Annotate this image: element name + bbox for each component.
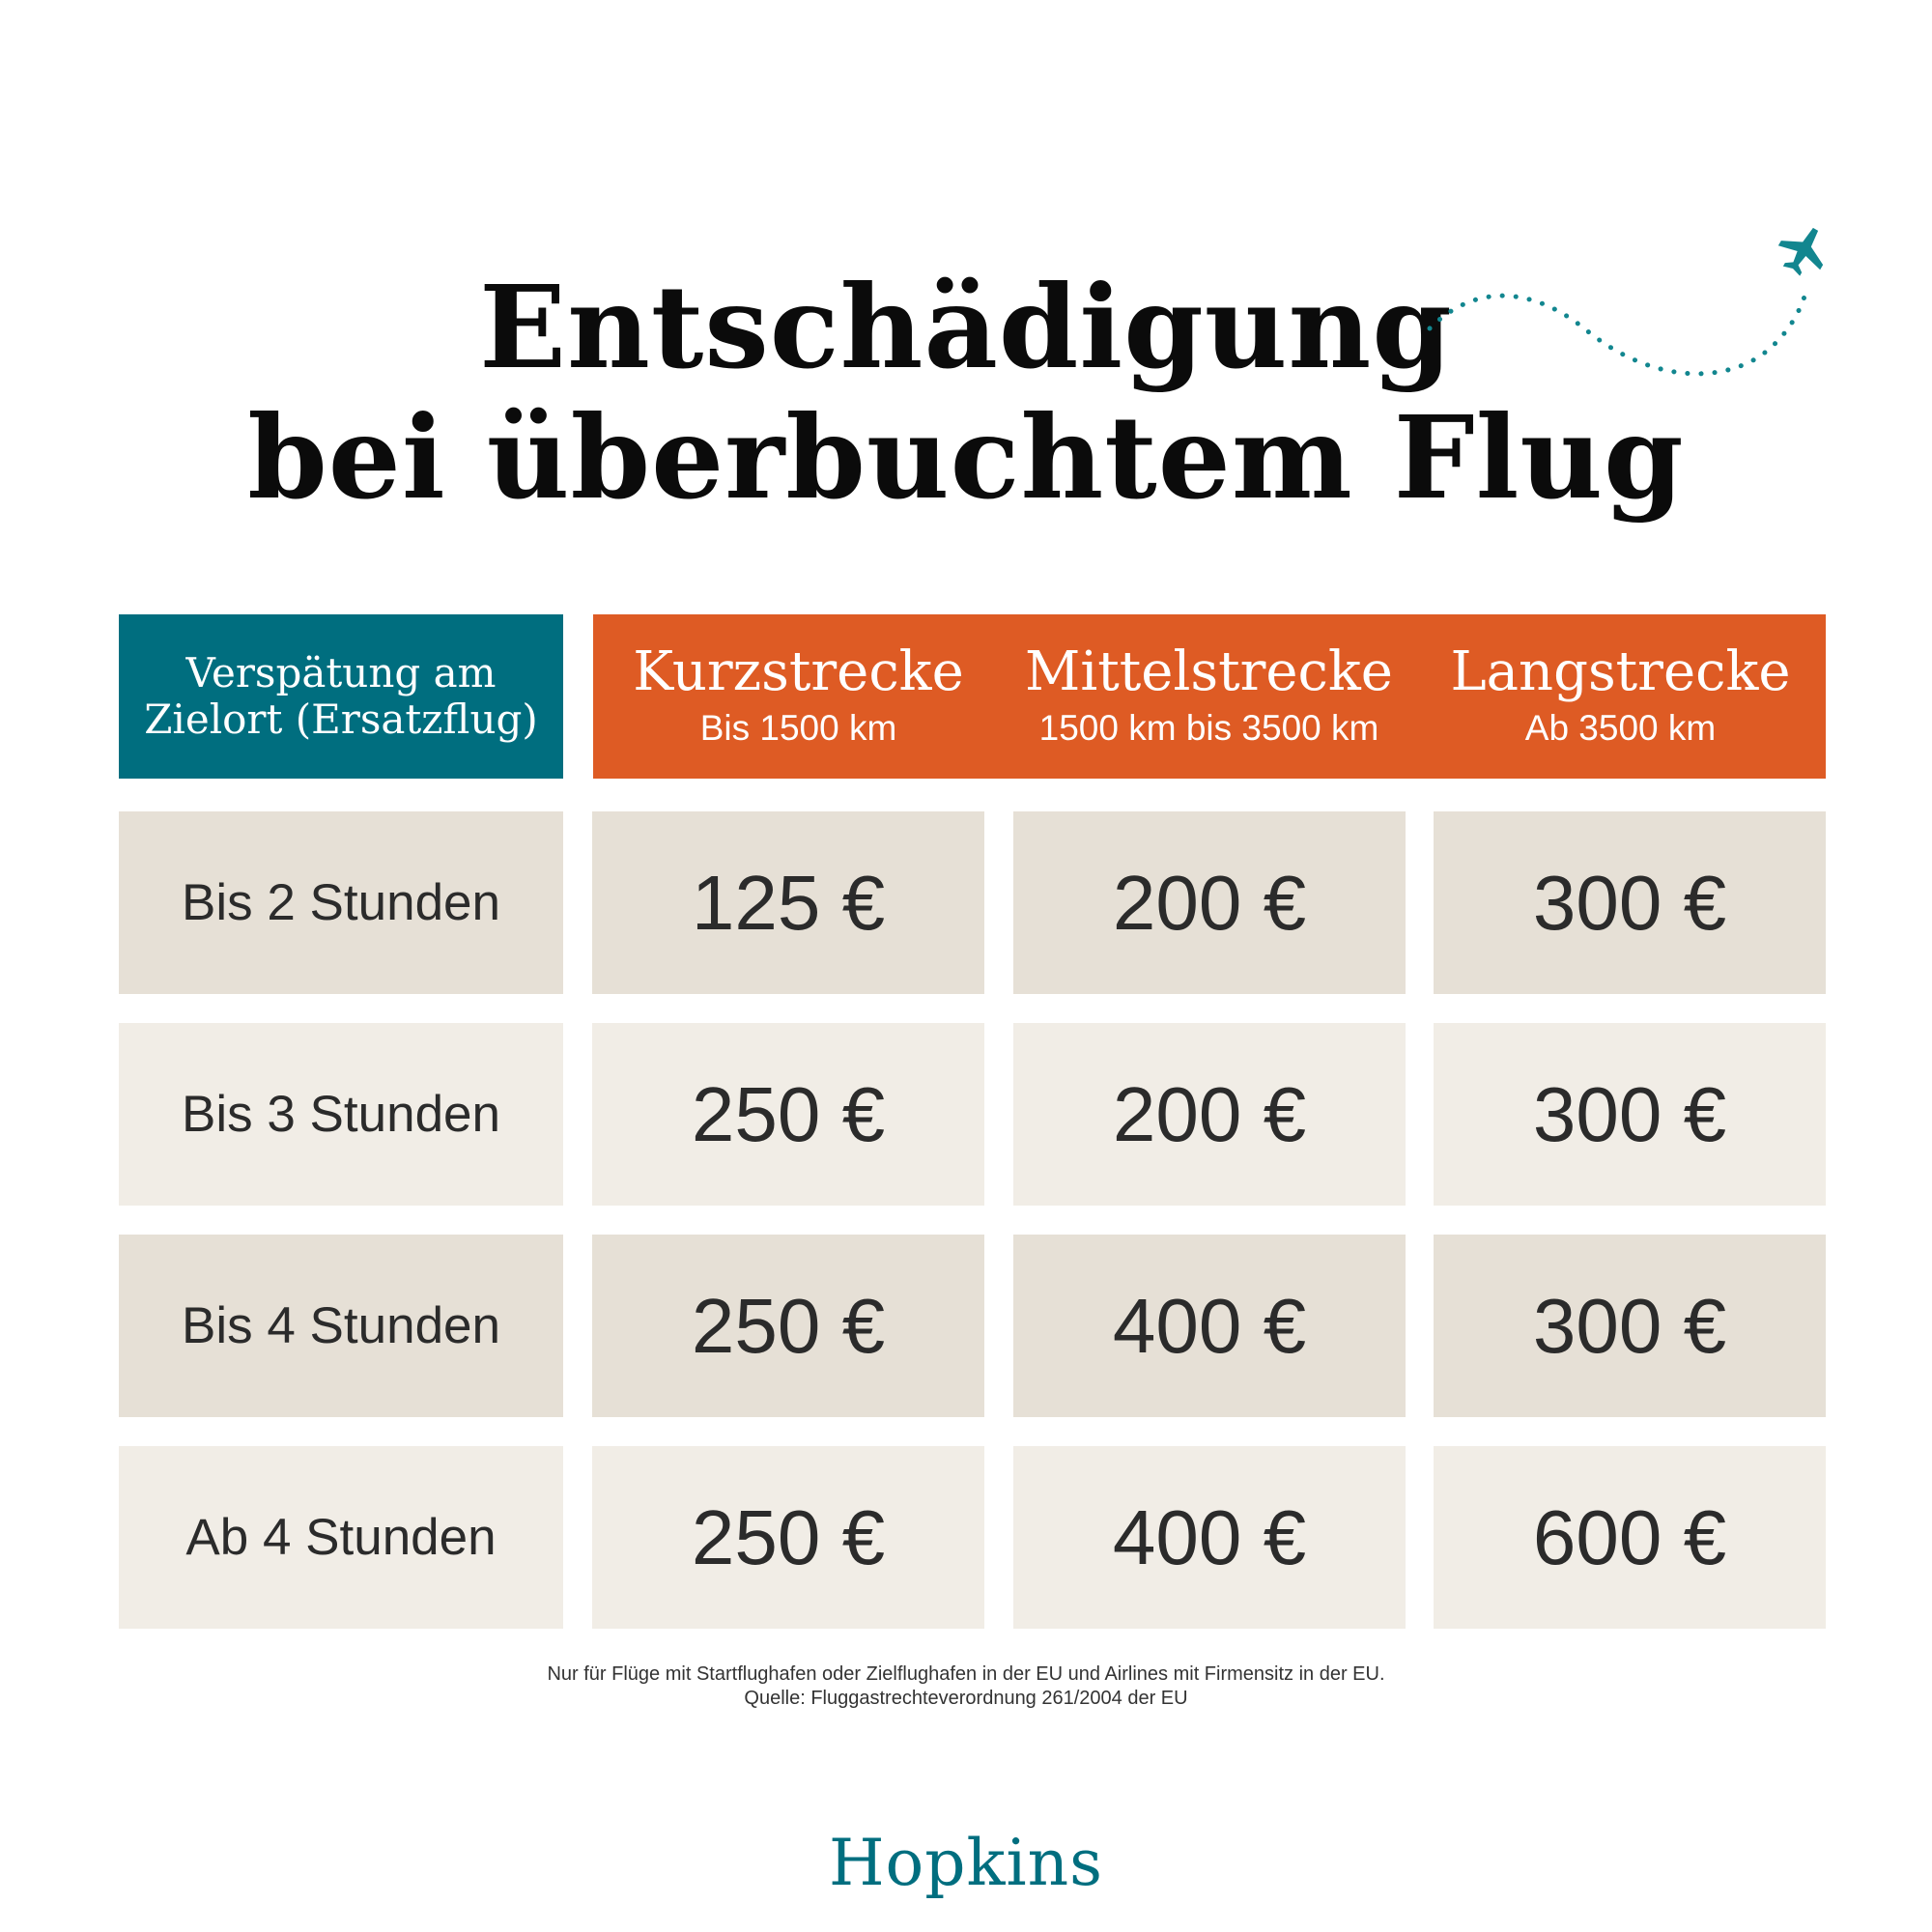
row-header-title: Verspätung am Zielort (Ersatzflug)	[119, 614, 563, 779]
table-cell: 300 €	[1434, 1023, 1826, 1206]
column-header-name: Kurzstrecke	[633, 639, 964, 703]
table-cell: 250 €	[592, 1023, 984, 1206]
column-header-sub: Bis 1500 km	[699, 708, 897, 749]
table-cell: 300 €	[1434, 1235, 1826, 1417]
column-header-langstrecke	[1415, 614, 1826, 779]
distance-header-bar	[593, 614, 1826, 779]
column-header-name: Langstrecke	[1450, 639, 1791, 703]
table-cell: 300 €	[1434, 811, 1826, 994]
page-title-line-1: Entschädigung	[479, 260, 1453, 394]
table-cell: 400 €	[1013, 1235, 1406, 1417]
column-header-kurzstrecke	[593, 614, 1004, 779]
table-cell: 125 €	[592, 811, 984, 994]
footnote-source: Quelle: Fluggastrechteverordnung 261/2004 der EU	[744, 1688, 1188, 1709]
row-label: Bis 2 Stunden	[119, 811, 563, 994]
airplane-icon	[1771, 222, 1826, 283]
table-cell: 250 €	[592, 1235, 984, 1417]
table-cell: 200 €	[1013, 1023, 1406, 1206]
table-cell: 250 €	[592, 1446, 984, 1629]
column-header-name: Mittelstrecke	[1025, 639, 1393, 703]
column-header-sub: 1500 km bis 3500 km	[1038, 708, 1379, 749]
column-header-mittelstrecke	[1004, 614, 1414, 779]
table-cell: 200 €	[1013, 811, 1406, 994]
table-cell: 400 €	[1013, 1446, 1406, 1629]
brand-logo: Hopkins	[828, 1826, 1104, 1900]
airplane-path-decoration	[1420, 222, 1826, 406]
footnote-eu-scope: Nur für Flüge mit Startflughafen oder Zielflughafen in der EU und Airlines mit Firmensitz in der EU.	[547, 1663, 1385, 1685]
row-label: Bis 4 Stunden	[119, 1235, 563, 1417]
page-title-line-2: bei überbuchtem Flug	[247, 390, 1685, 525]
row-label: Bis 3 Stunden	[119, 1023, 563, 1206]
row-label: Ab 4 Stunden	[119, 1446, 563, 1629]
table-cell: 600 €	[1434, 1446, 1826, 1629]
dotted-flight-path	[1430, 290, 1806, 374]
column-header-sub: Ab 3500 km	[1524, 708, 1717, 749]
